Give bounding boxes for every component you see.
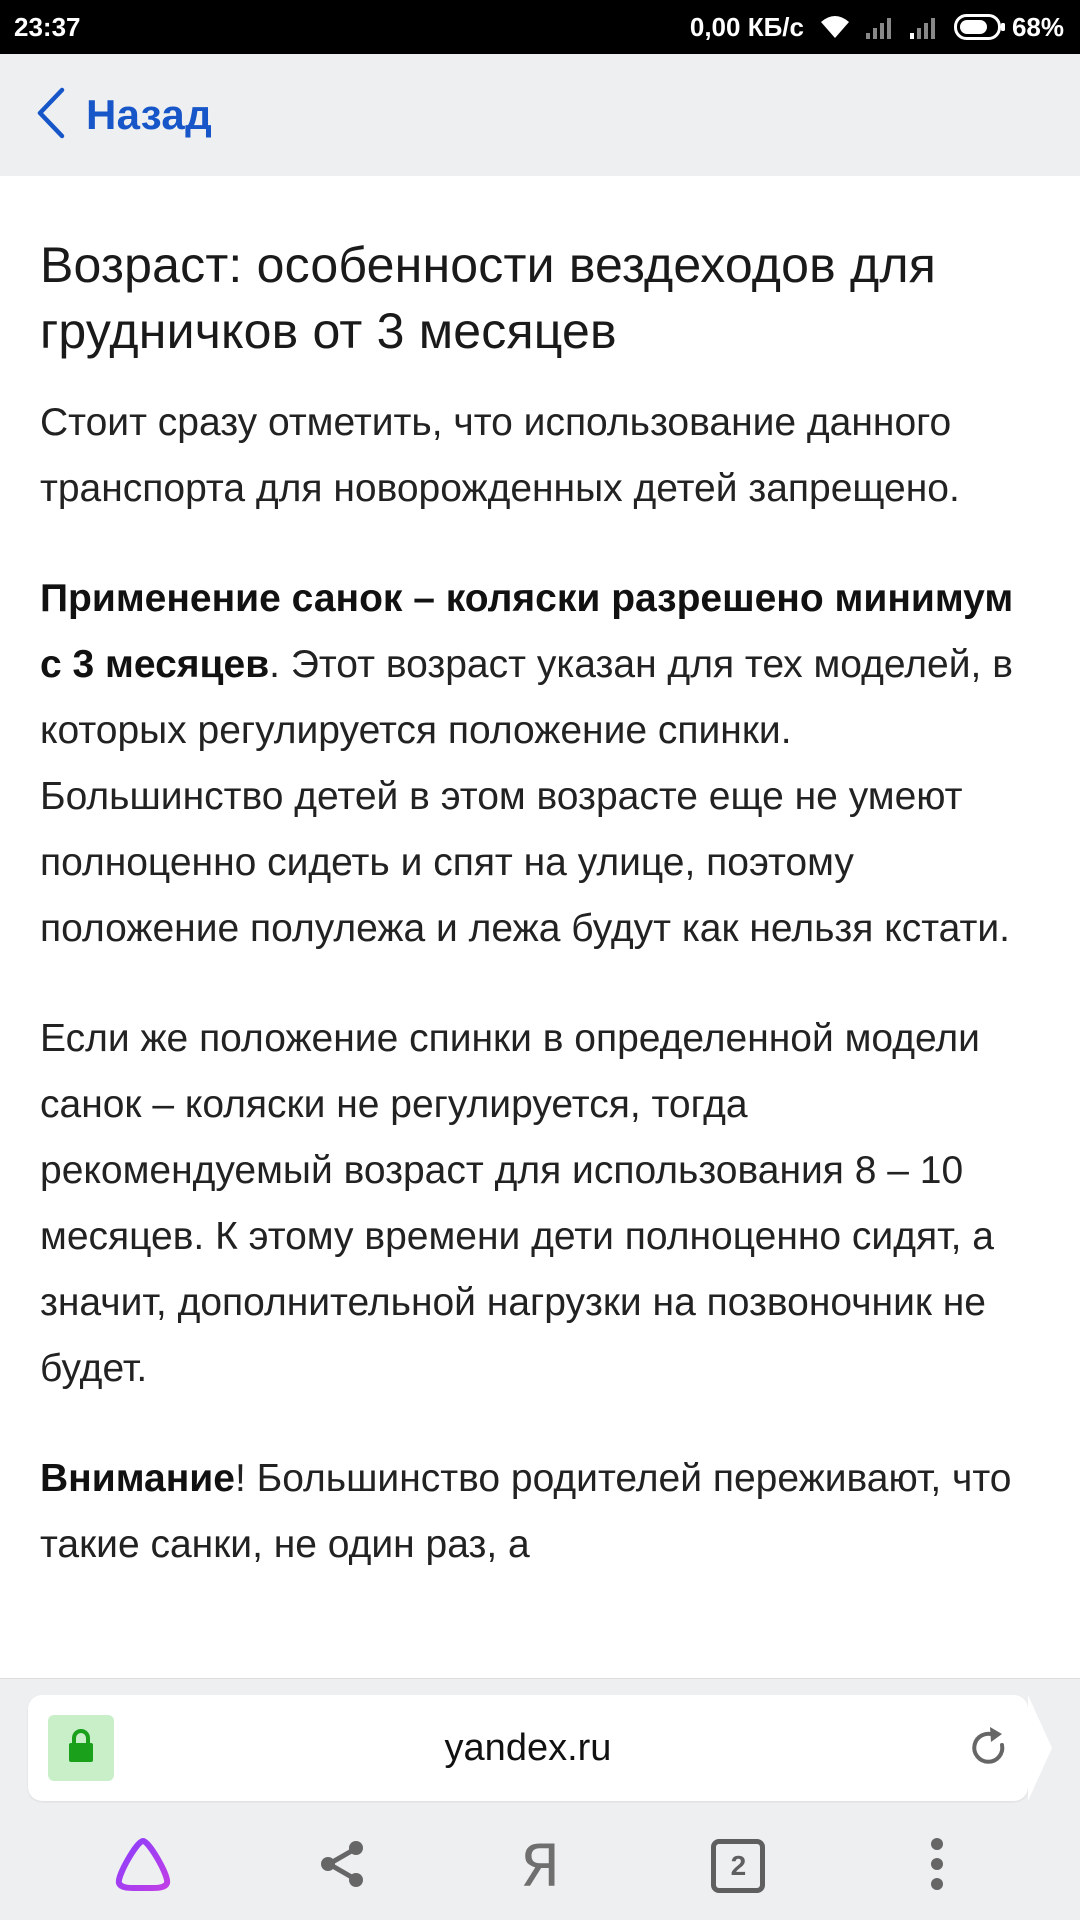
secure-connection-badge[interactable]: [48, 1715, 114, 1781]
bold-text: Внимание: [40, 1457, 235, 1500]
article-title: Возраст: особенности вездеходов для грудничков от 3 месяцев: [40, 237, 937, 359]
battery-indicator: [954, 12, 1064, 43]
paragraph-text: ! Большинство родителей переживают, что такие санки, не один раз, а: [40, 1457, 1012, 1566]
alice-button[interactable]: [98, 1821, 188, 1911]
article-paragraph: [40, 1446, 1040, 1578]
yandex-icon: Я: [519, 1832, 561, 1900]
status-bar: [0, 0, 1080, 54]
page-header: [0, 54, 1080, 176]
battery-icon: [954, 14, 1006, 40]
bold-text: Применение санок – коляски разрешено минимум с 3 месяцев: [40, 577, 1014, 686]
wifi-icon: [818, 14, 852, 40]
paragraph-text: . Этот возраст указан для тех моделей, в которых регулируется положение спинки. Большинство детей в этом возрасте еще не умеют полноценно сидеть и спят на улице, поэтому положение полулежа и лежа будут как нельзя кстати.: [40, 643, 1013, 950]
signal-icon: [910, 15, 940, 39]
tabs-icon: [711, 1839, 765, 1893]
menu-button[interactable]: [892, 1821, 982, 1911]
alice-icon: [111, 1836, 175, 1897]
browser-bottom-bar: [0, 1678, 1080, 1920]
chevron-left-icon: [36, 87, 66, 144]
article-paragraph: [40, 566, 1040, 962]
article-paragraph: Стоит сразу отметить, что использование данного транспорта для новорожденных детей запрещено.: [40, 401, 960, 510]
lock-icon: [66, 1728, 96, 1769]
back-button[interactable]: [36, 87, 212, 144]
share-icon: [315, 1837, 369, 1896]
article-content: [0, 176, 1080, 1678]
article-paragraph: Если же положение спинки в определенной модели санок – коляски не регулируется, тогда рекомендуемый возраст для использования 8 – 10 месяцев. К этому времени дети полноценно сидят, а значит, дополнительной нагрузки на позвоночник не будет.: [40, 1017, 994, 1390]
battery-percent: 68%: [1011, 11, 1064, 42]
browser-nav-row: [0, 1811, 1080, 1920]
more-icon: [929, 1836, 945, 1897]
status-indicators: [690, 12, 1064, 43]
reload-icon[interactable]: [964, 1723, 1014, 1778]
address-bar-arrow: [1028, 1695, 1052, 1801]
share-button[interactable]: [297, 1821, 387, 1911]
url-text: yandex.ru: [444, 1726, 612, 1769]
address-bar[interactable]: [28, 1695, 1028, 1801]
signal-icon: [866, 15, 896, 39]
network-speed: 0,00 КБ/с: [689, 11, 804, 42]
tabs-button[interactable]: [693, 1821, 783, 1911]
back-label: Назад: [86, 91, 213, 138]
tab-count: 2: [730, 1850, 747, 1881]
status-time: 23:37: [14, 11, 81, 42]
yandex-button[interactable]: [495, 1821, 585, 1911]
